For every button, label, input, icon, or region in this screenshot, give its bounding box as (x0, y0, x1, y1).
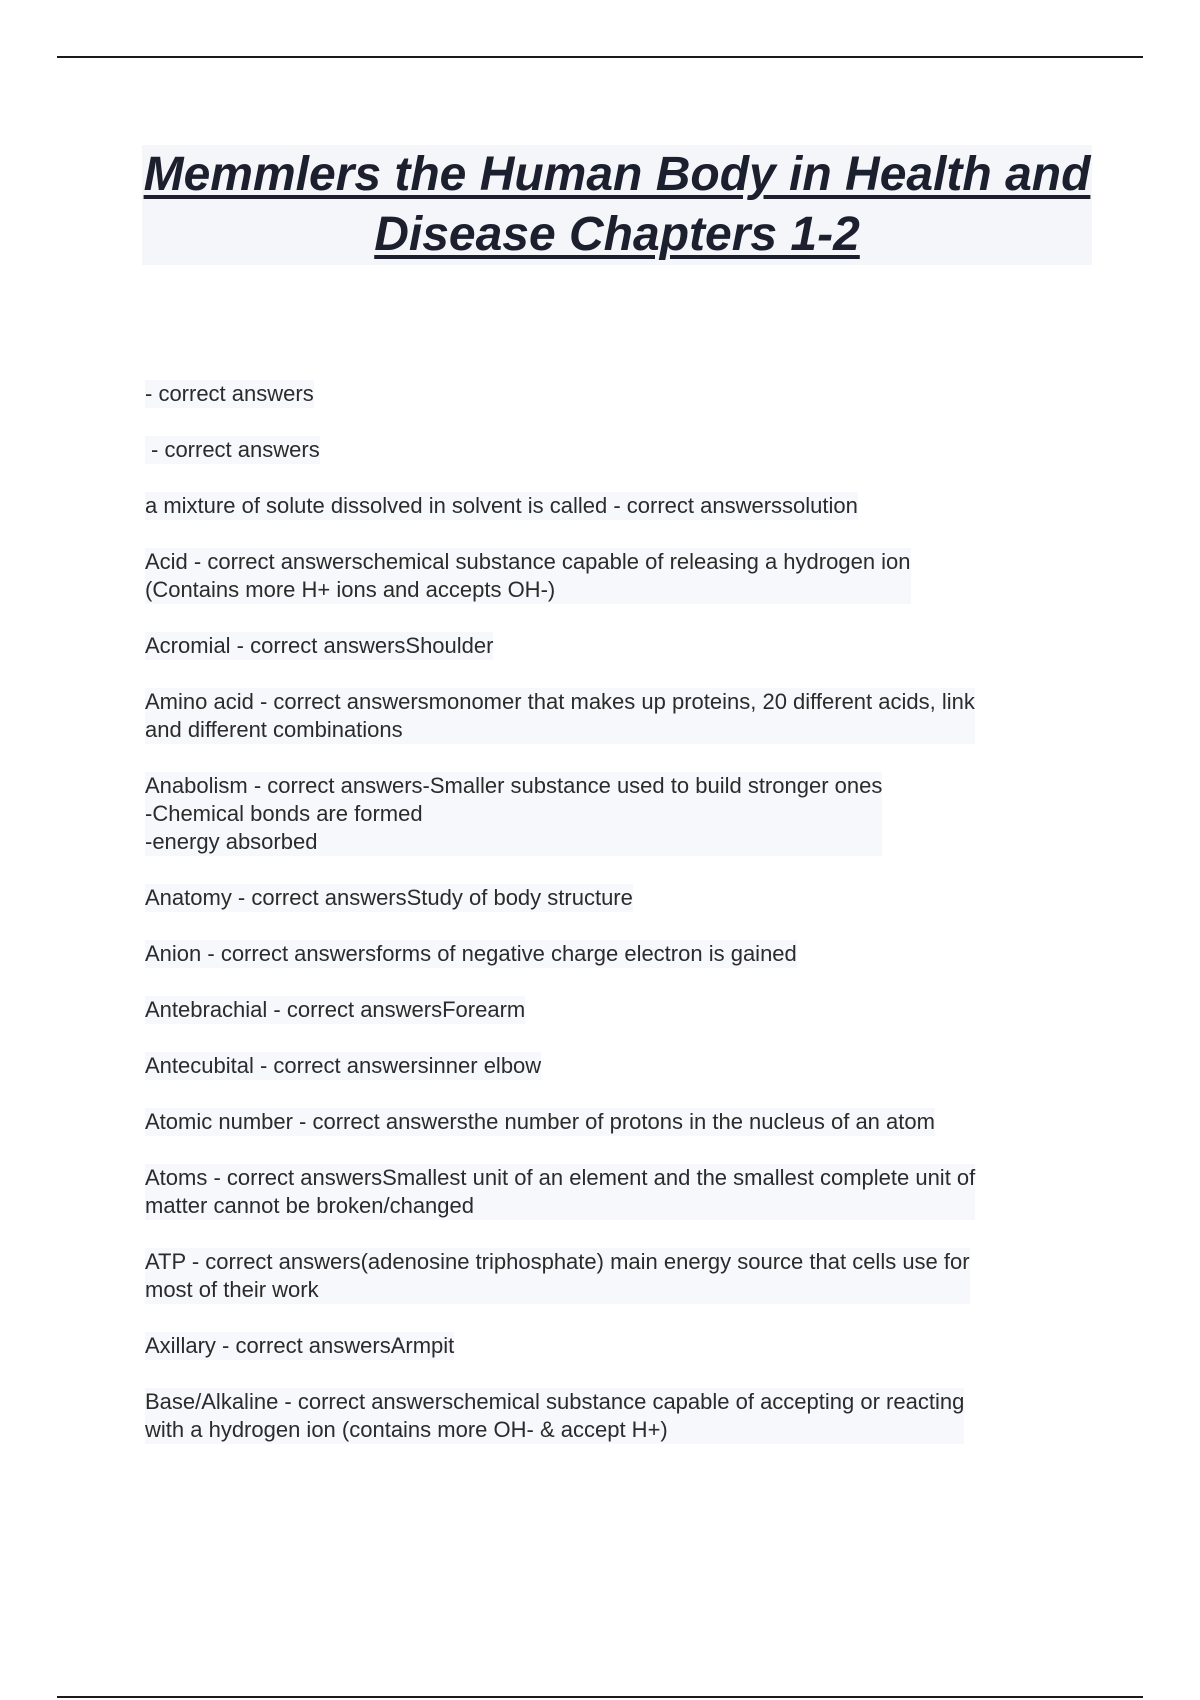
entry-text: Anatomy - correct answersStudy of body structure (145, 885, 633, 910)
entry-text: Anabolism - correct answers-Smaller substance used to build stronger ones -Chemical bonds are formed -energy absorbed (145, 773, 883, 854)
list-item (145, 772, 1075, 856)
list-item (145, 1248, 1075, 1304)
list-item (145, 436, 1075, 464)
list-item (145, 1108, 1075, 1136)
list-item (145, 688, 1075, 744)
entry-text: - correct answers (145, 381, 314, 406)
list-item (145, 548, 1075, 604)
list-item (145, 380, 1075, 408)
list-item (145, 1332, 1075, 1360)
entry-text: Atomic number - correct answersthe number of protons in the nucleus of an atom (145, 1109, 935, 1134)
entry-text: Acid - correct answerschemical substance capable of releasing a hydrogen ion (Contains more H+ ions and accepts OH-) (145, 549, 911, 602)
list-item (145, 632, 1075, 660)
entry-text: Axillary - correct answersArmpit (145, 1333, 455, 1358)
list-item (145, 492, 1075, 520)
entry-text: Acromial - correct answersShoulder (145, 633, 494, 658)
entry-list (145, 380, 1075, 1472)
entry-text: Base/Alkaline - correct answerschemical substance capable of accepting or reacting with a hydrogen ion (contains more OH- & accept H+) (145, 1389, 965, 1442)
document-title: Memmlers the Human Body in Health and Disease Chapters 1-2 (143, 148, 1091, 261)
entry-text: - correct answers (145, 436, 320, 464)
list-item (145, 1164, 1075, 1220)
bottom-rule (57, 1696, 1143, 1698)
title-box (142, 145, 1092, 265)
entry-text: Amino acid - correct answersmonomer that makes up proteins, 20 different acids, link and different combinations (145, 689, 975, 742)
entry-text: Atoms - correct answersSmallest unit of an element and the smallest complete unit of matter cannot be broken/changed (145, 1165, 976, 1218)
entry-text: Anion - correct answersforms of negative charge electron is gained (145, 941, 797, 966)
list-item (145, 1052, 1075, 1080)
entry-text: ATP - correct answers(adenosine triphosphate) main energy source that cells use for most of their work (145, 1249, 970, 1302)
top-rule (57, 56, 1143, 58)
list-item (145, 1388, 1075, 1444)
list-item (145, 940, 1075, 968)
entry-text: Antecubital - correct answersinner elbow (145, 1053, 542, 1078)
list-item (145, 996, 1075, 1024)
entry-text: Antebrachial - correct answersForearm (145, 997, 526, 1022)
list-item (145, 884, 1075, 912)
entry-text: a mixture of solute dissolved in solvent is called - correct answerssolution (145, 493, 858, 518)
